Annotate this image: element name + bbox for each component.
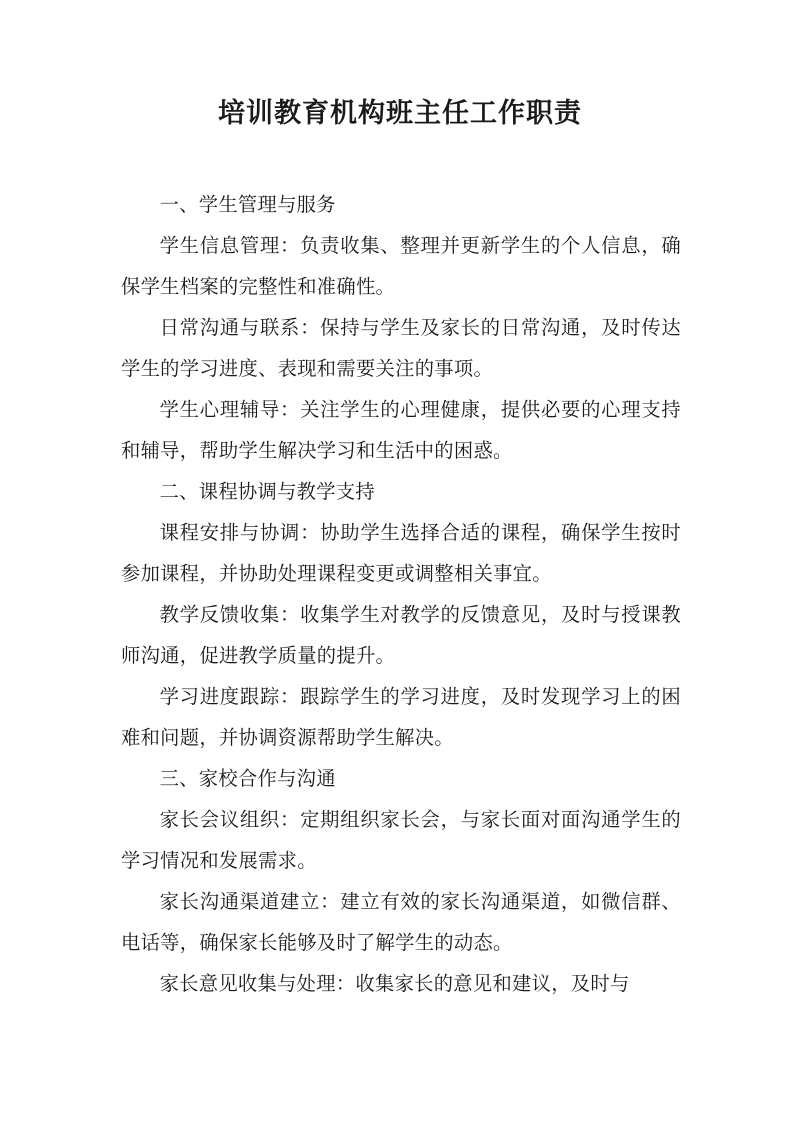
section-heading-1: 一、学生管理与服务	[159, 193, 336, 216]
paragraph-daily-communication: 日常沟通与联系：保持与学生及家长的日常沟通，及时传达学生的学习进度、表现和需要关注的事项。	[121, 316, 681, 380]
paragraph-parent-channels: 家长沟通渠道建立：建立有效的家长沟通渠道，如微信群、电话等，确保家长能够及时了解学生的动态。	[121, 890, 681, 954]
paragraph-parent-feedback: 家长意见收集与处理：收集家长的意见和建议，及时与	[159, 972, 630, 995]
paragraph-psych-support: 学生心理辅导：关注学生的心理健康，提供必要的心理支持和辅导，帮助学生解决学习和生活中的困惑。	[121, 398, 681, 462]
section-heading-3: 三、家校合作与沟通	[159, 767, 336, 790]
paragraph-teaching-feedback: 教学反馈收集：收集学生对教学的反馈意见，及时与授课教师沟通，促进教学质量的提升。	[121, 603, 681, 667]
paragraph-parent-meeting: 家长会议组织：定期组织家长会，与家长面对面沟通学生的学习情况和发展需求。	[121, 808, 681, 872]
paragraph-student-info: 学生信息管理：负责收集、整理并更新学生的个人信息，确保学生档案的完整性和准确性。	[121, 234, 681, 298]
section-heading-2: 二、课程协调与教学支持	[159, 480, 375, 503]
paragraph-progress-tracking: 学习进度跟踪：跟踪学生的学习进度，及时发现学习上的困难和问题，并协调资源帮助学生解决。	[121, 685, 681, 749]
document-body	[121, 184, 681, 1004]
paragraph-course-arrangement: 课程安排与协调：协助学生选择合适的课程，确保学生按时参加课程，并协助处理课程变更或调整相关事宜。	[121, 521, 681, 585]
page-title: 培训教育机构班主任工作职责	[218, 98, 582, 129]
